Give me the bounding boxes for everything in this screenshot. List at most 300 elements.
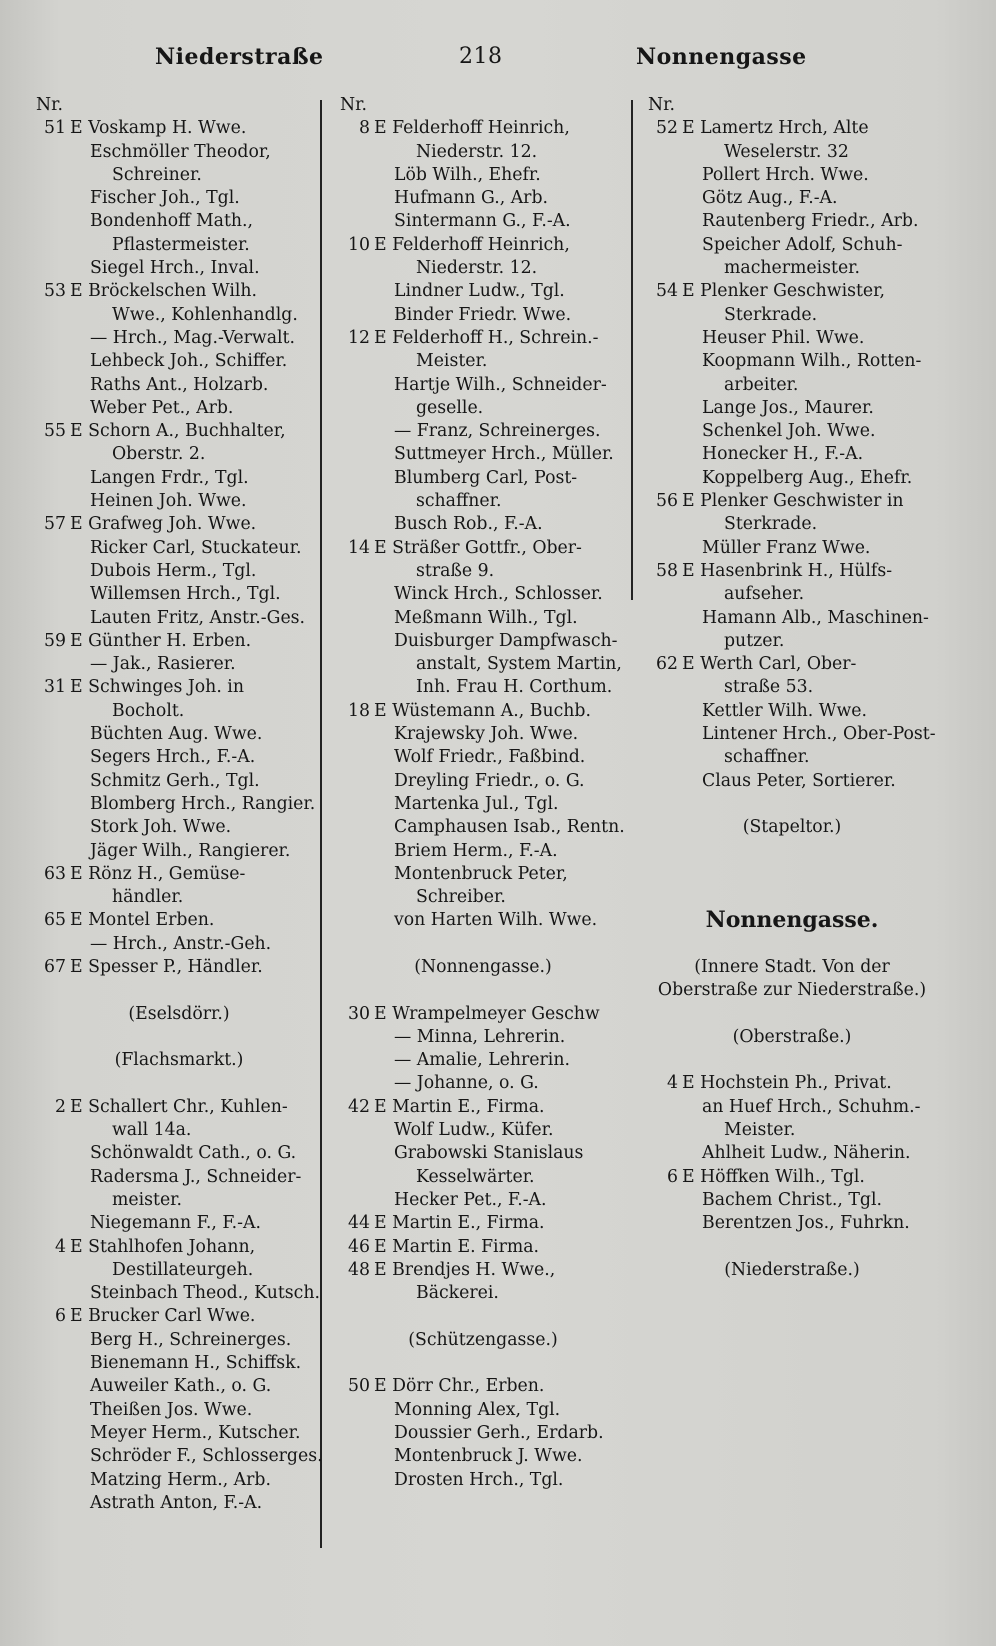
- directory-entry: [30, 1096, 328, 1119]
- entry-text: Meister.: [416, 351, 488, 372]
- entry-text: Heuser Phil. Wwe.: [702, 327, 865, 348]
- house-number: 48: [348, 1259, 370, 1280]
- directory-entry: [30, 467, 328, 490]
- house-number: 2: [55, 1096, 66, 1117]
- entry-text: Doussier Gerh., Erdarb.: [394, 1422, 604, 1443]
- entry-text: Bocholt.: [112, 700, 185, 721]
- directory-entry: [334, 1003, 632, 1026]
- directory-entry: [334, 1189, 632, 1212]
- entry-text: Montenbruck Peter,: [394, 863, 568, 884]
- directory-entry: [334, 583, 632, 606]
- directory-entry: [642, 583, 942, 606]
- directory-entry: [642, 1096, 942, 1119]
- entry-text: Niederstr. 12.: [416, 141, 538, 162]
- spacer: [334, 979, 632, 1002]
- directory-entry: [334, 1282, 632, 1305]
- directory-entry: [30, 210, 328, 233]
- entry-text: anstalt, System Martin,: [416, 654, 622, 675]
- entry-text: Rautenberg Friedr., Arb.: [702, 211, 919, 232]
- house-number: 44: [348, 1213, 370, 1234]
- directory-entry: [30, 1352, 328, 1375]
- directory-entry: [334, 374, 632, 397]
- entry-text: schaffner.: [724, 747, 810, 768]
- directory-entry: [30, 141, 328, 164]
- section-label-text: (Schützengasse.): [408, 1329, 558, 1350]
- directory-entry: [642, 1166, 942, 1189]
- entry-text: Weselerstr. 32: [724, 141, 849, 162]
- spacer: [642, 793, 942, 816]
- entry-text: E Dörr Chr., Erben.: [374, 1376, 545, 1397]
- entry-text: Sterkrade.: [724, 514, 818, 535]
- entry-text: Oberstr. 2.: [112, 444, 206, 465]
- entry-text: Kesselwärter.: [416, 1166, 535, 1187]
- directory-entry: [642, 117, 942, 140]
- house-number: 14: [348, 537, 370, 558]
- column-2: [334, 94, 632, 1492]
- entry-text: E Höffken Wilh., Tgl.: [682, 1166, 865, 1187]
- entry-text: Jäger Wilh., Rangierer.: [90, 840, 291, 861]
- entry-text: Müller Franz Wwe.: [702, 537, 871, 558]
- directory-entry: [30, 490, 328, 513]
- entry-text: Siegel Hrch., Inval.: [90, 258, 260, 279]
- entry-text: Auweiler Kath., o. G.: [90, 1376, 272, 1397]
- directory-entry: [334, 863, 632, 886]
- directory-entry: [30, 304, 328, 327]
- house-number: 59: [44, 630, 66, 651]
- directory-entry: [642, 1072, 942, 1095]
- entry-text: E Hochstein Ph., Privat.: [682, 1073, 892, 1094]
- directory-entry: [30, 164, 328, 187]
- directory-entry: [642, 1212, 942, 1235]
- entry-text: Schreiner.: [112, 164, 202, 185]
- entry-text: Wolf Ludw., Küfer.: [394, 1120, 554, 1141]
- entry-text: Bachem Christ., Tgl.: [702, 1189, 882, 1210]
- directory-entry: [642, 676, 942, 699]
- entry-text: Stork Joh. Wwe.: [90, 817, 232, 838]
- entry-text: E Martin E., Firma.: [374, 1096, 545, 1117]
- house-number: 6: [667, 1166, 678, 1187]
- directory-entry: [334, 607, 632, 630]
- entry-text: Heinen Joh. Wwe.: [90, 491, 247, 512]
- directory-entry: [30, 1142, 328, 1165]
- section-label: [642, 1026, 942, 1049]
- section-label: [334, 1329, 632, 1352]
- directory-entry: [30, 1259, 328, 1282]
- entry-text: Hamann Alb., Maschinen-: [702, 607, 929, 628]
- directory-entry: [334, 909, 632, 932]
- entry-text: Bondenhoff Math.,: [90, 211, 254, 232]
- directory-entry: [334, 886, 632, 909]
- directory-entry: [334, 257, 632, 280]
- entry-text: geselle.: [416, 397, 484, 418]
- entry-text: Lindner Ludw., Tgl.: [394, 281, 565, 302]
- directory-entry: [30, 723, 328, 746]
- entry-text: von Harten Wilh. Wwe.: [394, 910, 598, 931]
- entry-text: Winck Hrch., Schlosser.: [394, 584, 603, 605]
- entry-text: Steinbach Theod., Kutsch.: [90, 1283, 320, 1304]
- entry-text: Niederstr. 12.: [416, 258, 538, 279]
- entry-text: händler.: [112, 887, 184, 908]
- section-label: [30, 1003, 328, 1026]
- entry-text: Berentzen Jos., Fuhrkn.: [702, 1213, 910, 1234]
- directory-entry: [642, 327, 942, 350]
- directory-entry: [334, 630, 632, 653]
- entry-text: Niegemann F., F.-A.: [90, 1213, 261, 1234]
- directory-entry: [30, 770, 328, 793]
- entry-text: Grabowski Stanislaus: [394, 1143, 584, 1164]
- house-number: 65: [44, 910, 66, 931]
- directory-entry: [30, 1445, 328, 1468]
- entry-text: Schönwaldt Cath., o. G.: [90, 1143, 297, 1164]
- house-number: 4: [55, 1236, 66, 1257]
- directory-entry: [334, 1259, 632, 1282]
- directory-entry: [30, 350, 328, 373]
- directory-entry: [30, 1492, 328, 1515]
- entry-text: E Hasenbrink H., Hülfs-: [682, 560, 893, 581]
- entry-text: Sintermann G., F.-A.: [394, 211, 571, 232]
- directory-entry: [334, 560, 632, 583]
- house-number: 10: [348, 234, 370, 255]
- directory-entry: [30, 1189, 328, 1212]
- entry-text: E Lamertz Hrch, Alte: [682, 118, 869, 139]
- directory-entry: [642, 560, 942, 583]
- spacer: [642, 1003, 942, 1026]
- directory-entry: [334, 490, 632, 513]
- directory-entry: [642, 537, 942, 560]
- directory-entry: [642, 141, 942, 164]
- entry-text: putzer.: [724, 630, 785, 651]
- entry-text: Bienemann H., Schiffsk.: [90, 1353, 302, 1374]
- entry-text: Radersma J., Schneider-: [90, 1166, 302, 1187]
- entry-text: Lauten Fritz, Anstr.-Ges.: [90, 607, 306, 628]
- spacer: [642, 1236, 942, 1259]
- directory-entry: [334, 443, 632, 466]
- house-number: 67: [44, 956, 66, 977]
- entry-text: Segers Hrch., F.-A.: [90, 747, 256, 768]
- directory-entry: [334, 234, 632, 257]
- directory-entry: [334, 653, 632, 676]
- directory-entry: [334, 304, 632, 327]
- entry-text: an Huef Hrch., Schuhm.-: [702, 1096, 921, 1117]
- directory-entry: [30, 1329, 328, 1352]
- directory-entry: [642, 700, 942, 723]
- section-label: [334, 956, 632, 979]
- entry-text: Bäckerei.: [416, 1283, 499, 1304]
- entry-text: E Plenker Geschwister,: [682, 281, 885, 302]
- spacer: [642, 863, 942, 886]
- directory-entry: [642, 746, 942, 769]
- entry-text: Fischer Joh., Tgl.: [90, 188, 240, 209]
- entry-text: Destillateurgeh.: [112, 1259, 254, 1280]
- entry-text: Weber Pet., Arb.: [90, 397, 234, 418]
- directory-entry: [334, 1072, 632, 1095]
- entry-text: E Brucker Carl Wwe.: [70, 1306, 256, 1327]
- section-label: [30, 1049, 328, 1072]
- directory-entry: [30, 863, 328, 886]
- entry-text: Koopmann Wilh., Rotten-: [702, 351, 922, 372]
- entry-text: E Plenker Geschwister in: [682, 491, 904, 512]
- entry-text: straße 53.: [724, 677, 814, 698]
- house-number: 53: [44, 281, 66, 302]
- directory-entry: [642, 304, 942, 327]
- column-heading: [642, 94, 942, 117]
- directory-entry: [642, 397, 942, 420]
- directory-entry: [334, 1096, 632, 1119]
- directory-entry: [334, 816, 632, 839]
- directory-entry: [30, 1469, 328, 1492]
- entry-text: — Jak., Rasierer.: [90, 654, 236, 675]
- house-number: 4: [667, 1073, 678, 1094]
- directory-entry: [334, 793, 632, 816]
- directory-entry: [334, 164, 632, 187]
- entry-text: Krajewsky Joh. Wwe.: [394, 724, 579, 745]
- directory-entry: [334, 397, 632, 420]
- entry-text: E Brendjes H. Wwe.,: [374, 1259, 556, 1280]
- directory-entry: [334, 1375, 632, 1398]
- directory-entry: [30, 513, 328, 536]
- spacer: [334, 1305, 632, 1328]
- entry-text: Hecker Pet., F.-A.: [394, 1189, 547, 1210]
- directory-entry: [334, 210, 632, 233]
- section-label: [642, 956, 942, 979]
- entry-text: E Felderhoff H., Schrein.-: [374, 327, 599, 348]
- column-heading: [30, 94, 328, 117]
- entry-text: meister.: [112, 1189, 183, 1210]
- directory-entry: [642, 280, 942, 303]
- directory-entry: [30, 1236, 328, 1259]
- directory-entry: [30, 676, 328, 699]
- entry-text: E Felderhoff Heinrich,: [374, 234, 570, 255]
- entry-text: — Hrch., Anstr.-Geh.: [90, 933, 272, 954]
- section-label: [642, 816, 942, 839]
- entry-text: Busch Rob., F.-A.: [394, 514, 543, 535]
- directory-entry: [642, 513, 942, 536]
- entry-text: Schenkel Joh. Wwe.: [702, 421, 876, 442]
- spacer: [642, 933, 942, 956]
- house-number: 52: [656, 118, 678, 139]
- entry-text: Ricker Carl, Stuckateur.: [90, 537, 302, 558]
- spacer: [642, 1049, 942, 1072]
- entry-text: Lange Jos., Maurer.: [702, 397, 874, 418]
- entry-text: Binder Friedr. Wwe.: [394, 304, 572, 325]
- entry-text: machermeister.: [724, 258, 861, 279]
- house-number: 6: [55, 1306, 66, 1327]
- house-number: 46: [348, 1236, 370, 1257]
- directory-entry: [334, 676, 632, 699]
- house-number: 57: [44, 514, 66, 535]
- directory-entry: [334, 700, 632, 723]
- house-number: 50: [348, 1376, 370, 1397]
- entry-text: E Werth Carl, Ober-: [682, 654, 857, 675]
- spacer: [30, 979, 328, 1002]
- directory-entry: [334, 1142, 632, 1165]
- directory-entry: [642, 723, 942, 746]
- directory-entry: [30, 653, 328, 676]
- entry-text: Montenbruck J. Wwe.: [394, 1446, 583, 1467]
- section-label-text: (Eselsdörr.): [128, 1003, 230, 1024]
- directory-entry: [30, 583, 328, 606]
- directory-entry: [642, 1142, 942, 1165]
- entry-text: — Franz, Schreinerges.: [394, 421, 601, 442]
- directory-entry: [642, 210, 942, 233]
- spacer: [642, 886, 942, 909]
- directory-entry: [30, 374, 328, 397]
- directory-entry: [334, 1399, 632, 1422]
- directory-entry: [30, 1422, 328, 1445]
- entry-text: E Stahlhofen Johann,: [70, 1236, 256, 1257]
- entry-text: Götz Aug., F.-A.: [702, 188, 838, 209]
- directory-entry: [334, 420, 632, 443]
- directory-entry: [642, 467, 942, 490]
- entry-text: E Spesser P., Händler.: [70, 956, 263, 977]
- directory-entry: [642, 607, 942, 630]
- directory-entry: [30, 630, 328, 653]
- house-number: 62: [656, 654, 678, 675]
- directory-entry: [642, 420, 942, 443]
- entry-text: E Montel Erben.: [70, 910, 215, 931]
- house-number: 58: [656, 560, 678, 581]
- spacer: [30, 1026, 328, 1049]
- spacer: [334, 1352, 632, 1375]
- entry-text: Pollert Hrch. Wwe.: [702, 164, 869, 185]
- house-number: 12: [348, 327, 370, 348]
- directory-entry: [30, 746, 328, 769]
- entry-text: Drosten Hrch., Tgl.: [394, 1469, 564, 1490]
- directory-entry: [30, 909, 328, 932]
- house-number: 55: [44, 421, 66, 442]
- entry-text: E Rönz H., Gemüse-: [70, 863, 246, 884]
- page-number: 218: [459, 44, 503, 69]
- directory-entry: [30, 816, 328, 839]
- entry-text: Speicher Adolf, Schuh-: [702, 234, 903, 255]
- directory-entry: [334, 350, 632, 373]
- directory-entry: [334, 1166, 632, 1189]
- directory-entry: [334, 327, 632, 350]
- entry-text: E Felderhoff Heinrich,: [374, 118, 570, 139]
- house-number: 56: [656, 491, 678, 512]
- entry-text: Martenka Jul., Tgl.: [394, 793, 559, 814]
- entry-text: Dreyling Friedr., o. G.: [394, 770, 585, 791]
- entry-text: Duisburger Dampfwasch-: [394, 630, 618, 651]
- nr-label: Nr.: [648, 95, 675, 115]
- directory-entry: [642, 234, 942, 257]
- house-number: 54: [656, 281, 678, 302]
- entry-text: E Wrampelmeyer Geschw: [374, 1003, 600, 1024]
- directory-entry: [30, 933, 328, 956]
- entry-text: schaffner.: [416, 491, 502, 512]
- entry-text: Berg H., Schreinerges.: [90, 1329, 292, 1350]
- entry-text: Eschmöller Theodor,: [90, 141, 271, 162]
- entry-text: E Voskamp H. Wwe.: [70, 118, 247, 139]
- entry-text: Willemsen Hrch., Tgl.: [90, 584, 281, 605]
- entry-text: E Wüstemann A., Buchb.: [374, 700, 591, 721]
- directory-entry: [642, 350, 942, 373]
- directory-entry: [642, 630, 942, 653]
- directory-entry: [30, 257, 328, 280]
- house-number: 63: [44, 863, 66, 884]
- directory-entry: [30, 420, 328, 443]
- directory-entry: [30, 1375, 328, 1398]
- section-label-text: (Niederstraße.): [724, 1259, 860, 1280]
- directory-entry: [334, 513, 632, 536]
- nr-label: Nr.: [340, 95, 367, 115]
- entry-text: wall 14a.: [112, 1120, 192, 1141]
- directory-entry: [642, 490, 942, 513]
- directory-entry: [642, 164, 942, 187]
- entry-text: Wolf Friedr., Faßbind.: [394, 747, 586, 768]
- entry-text: Hufmann G., Arb.: [394, 188, 549, 209]
- entry-text: E Schallert Chr., Kuhlen-: [70, 1096, 288, 1117]
- directory-entry: [334, 1049, 632, 1072]
- entry-text: Büchten Aug. Wwe.: [90, 724, 263, 745]
- section-label: [642, 979, 942, 1002]
- house-number: 30: [348, 1003, 370, 1024]
- entry-text: Ahlheit Ludw., Näherin.: [702, 1143, 911, 1164]
- section-label-text: Oberstraße zur Niederstraße.): [657, 980, 927, 1001]
- entry-text: Lehbeck Joh., Schiffer.: [90, 351, 288, 372]
- entry-text: Meßmann Wilh., Tgl.: [394, 607, 578, 628]
- directory-entry: [642, 187, 942, 210]
- directory-entry: [334, 117, 632, 140]
- house-number: 31: [44, 677, 66, 698]
- entry-text: Langen Frdr., Tgl.: [90, 467, 249, 488]
- directory-entry: [334, 1469, 632, 1492]
- entry-text: E Martin E., Firma.: [374, 1213, 545, 1234]
- entry-text: Schmitz Gerh., Tgl.: [90, 770, 260, 791]
- entry-text: Sterkrade.: [724, 304, 818, 325]
- entry-text: Blomberg Hrch., Rangier.: [90, 793, 316, 814]
- directory-entry: [30, 956, 328, 979]
- directory-entry: [334, 187, 632, 210]
- entry-text: Briem Herm., F.-A.: [394, 840, 558, 861]
- directory-entry: [334, 840, 632, 863]
- column-1: [30, 94, 328, 1515]
- column-heading: [334, 94, 632, 117]
- entry-text: Matzing Herm., Arb.: [90, 1469, 271, 1490]
- entry-text: E Schorn A., Buchhalter,: [70, 421, 286, 442]
- directory-entry: [30, 560, 328, 583]
- directory-entry: [30, 700, 328, 723]
- entry-text: E Günther H. Erben.: [70, 630, 252, 651]
- directory-entry: [334, 1422, 632, 1445]
- directory-entry: [334, 770, 632, 793]
- nr-label: Nr.: [36, 95, 63, 115]
- entry-text: Theißen Jos. Wwe.: [90, 1399, 253, 1420]
- entry-text: Honecker H., F.-A.: [702, 444, 864, 465]
- entry-text: Löb Wilh., Ehefr.: [394, 164, 541, 185]
- entry-text: Kettler Wilh. Wwe.: [702, 700, 867, 721]
- entry-text: Schreiber.: [416, 887, 506, 908]
- entry-text: Koppelberg Aug., Ehefr.: [702, 467, 913, 488]
- directory-entry: [334, 1119, 632, 1142]
- directory-entry: [334, 537, 632, 560]
- directory-entry: [30, 1166, 328, 1189]
- directory-entry: [334, 1445, 632, 1468]
- directory-entry: [642, 374, 942, 397]
- directory-entry: [334, 1236, 632, 1259]
- directory-entry: [30, 280, 328, 303]
- street-title-text: Nonnengasse.: [705, 907, 879, 934]
- directory-entry: [30, 187, 328, 210]
- spacer: [642, 840, 942, 863]
- entry-text: Meister.: [724, 1120, 796, 1141]
- running-header-left: Niederstraße: [155, 44, 324, 70]
- entry-text: E Schwinges Joh. in: [70, 677, 244, 698]
- section-label-text: (Nonnengasse.): [414, 956, 552, 977]
- entry-text: Lintener Hrch., Ober-Post-: [702, 724, 936, 745]
- entry-text: — Johanne, o. G.: [394, 1073, 539, 1094]
- entry-text: Monning Alex, Tgl.: [394, 1399, 561, 1420]
